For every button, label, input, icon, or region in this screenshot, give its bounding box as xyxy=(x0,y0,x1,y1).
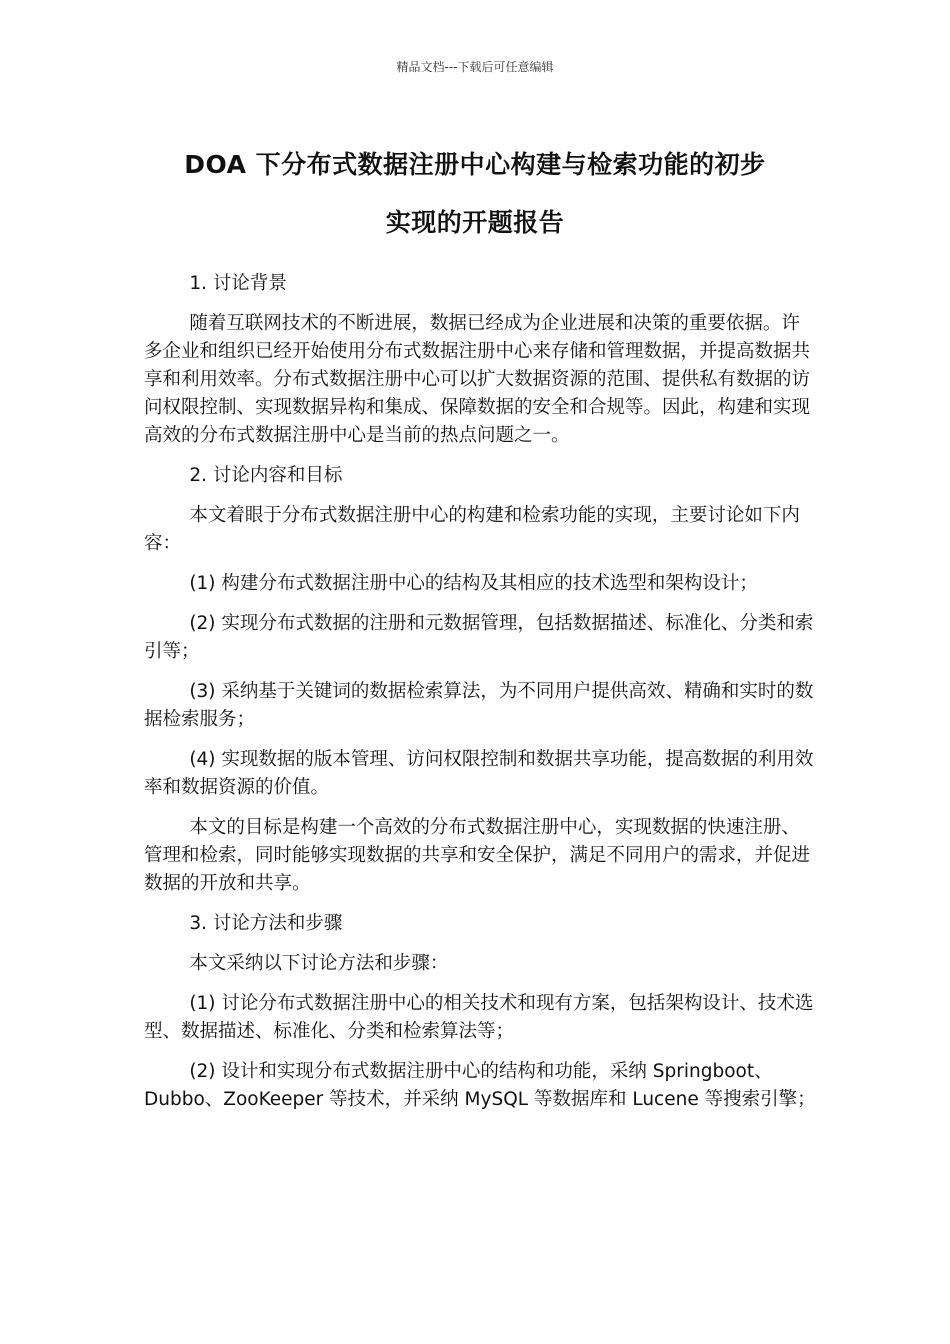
background-paragraph: 随着互联网技术的不断进展，数据已经成为企业进展和决策的重要依据。许多企业和组织已经开始使用分布式数据注册中心来存储和管理数据，并提高数据共享和利用效率。分布式数据注册中心可以扩大数据资源的范围、提供私有数据的访问权限控制、实现数据异构和集成、保障数据的安全和合规等。因此，构建和实现高效的分布式数据注册中心是当前的热点问题之一。 xyxy=(144,313,811,446)
content-list-item-4: (4) 实现数据的版本管理、访问权限控制和数据共享功能，提高数据的利用效率和数据资源的价值。 xyxy=(144,749,814,798)
methods-list-item-2: (2) 设计和实现分布式数据注册中心的结构和功能，采纳 Springboot、Dubbo、ZooKeeper 等技术，并采纳 MySQL 等数据库和 Lucene 等搜索引擎； xyxy=(144,1061,816,1110)
document-body xyxy=(144,270,816,1126)
header-note: 精品文档---下载后可任意编辑 xyxy=(396,60,554,74)
section-heading-background: 1. 讨论背景 xyxy=(189,273,287,294)
title-line-1: DOA 下分布式数据注册中心构建与检索功能的初步 xyxy=(184,150,766,179)
section-heading-methods: 3. 讨论方法和步骤 xyxy=(189,913,343,934)
methods-intro-paragraph: 本文采纳以下讨论方法和步骤： xyxy=(189,953,449,974)
content-list-item-3: (3) 采纳基于关键词的数据检索算法，为不同用户提供高效、精确和实时的数据检索服务； xyxy=(144,681,814,730)
content-intro-paragraph: 本文着眼于分布式数据注册中心的构建和检索功能的实现，主要讨论如下内容： xyxy=(144,505,800,554)
section-heading-content-goals: 2. 讨论内容和目标 xyxy=(189,465,343,486)
title-line-2: 实现的开题报告 xyxy=(385,208,565,237)
document-title xyxy=(120,136,830,252)
content-list-item-1: (1) 构建分布式数据注册中心的结构及其相应的技术选型和架构设计； xyxy=(189,573,758,594)
goals-paragraph: 本文的目标是构建一个高效的分布式数据注册中心，实现数据的快速注册、管理和检索，同时能够实现数据的共享和安全保护，满足不同用户的需求，并促进数据的开放和共享。 xyxy=(144,817,811,894)
methods-list-item-1: (1) 讨论分布式数据注册中心的相关技术和现有方案，包括架构设计、技术选型、数据描述、标准化、分类和检索算法等； xyxy=(144,993,814,1042)
content-list-item-2: (2) 实现分布式数据的注册和元数据管理，包括数据描述、标准化、分类和索引等； xyxy=(144,613,814,662)
